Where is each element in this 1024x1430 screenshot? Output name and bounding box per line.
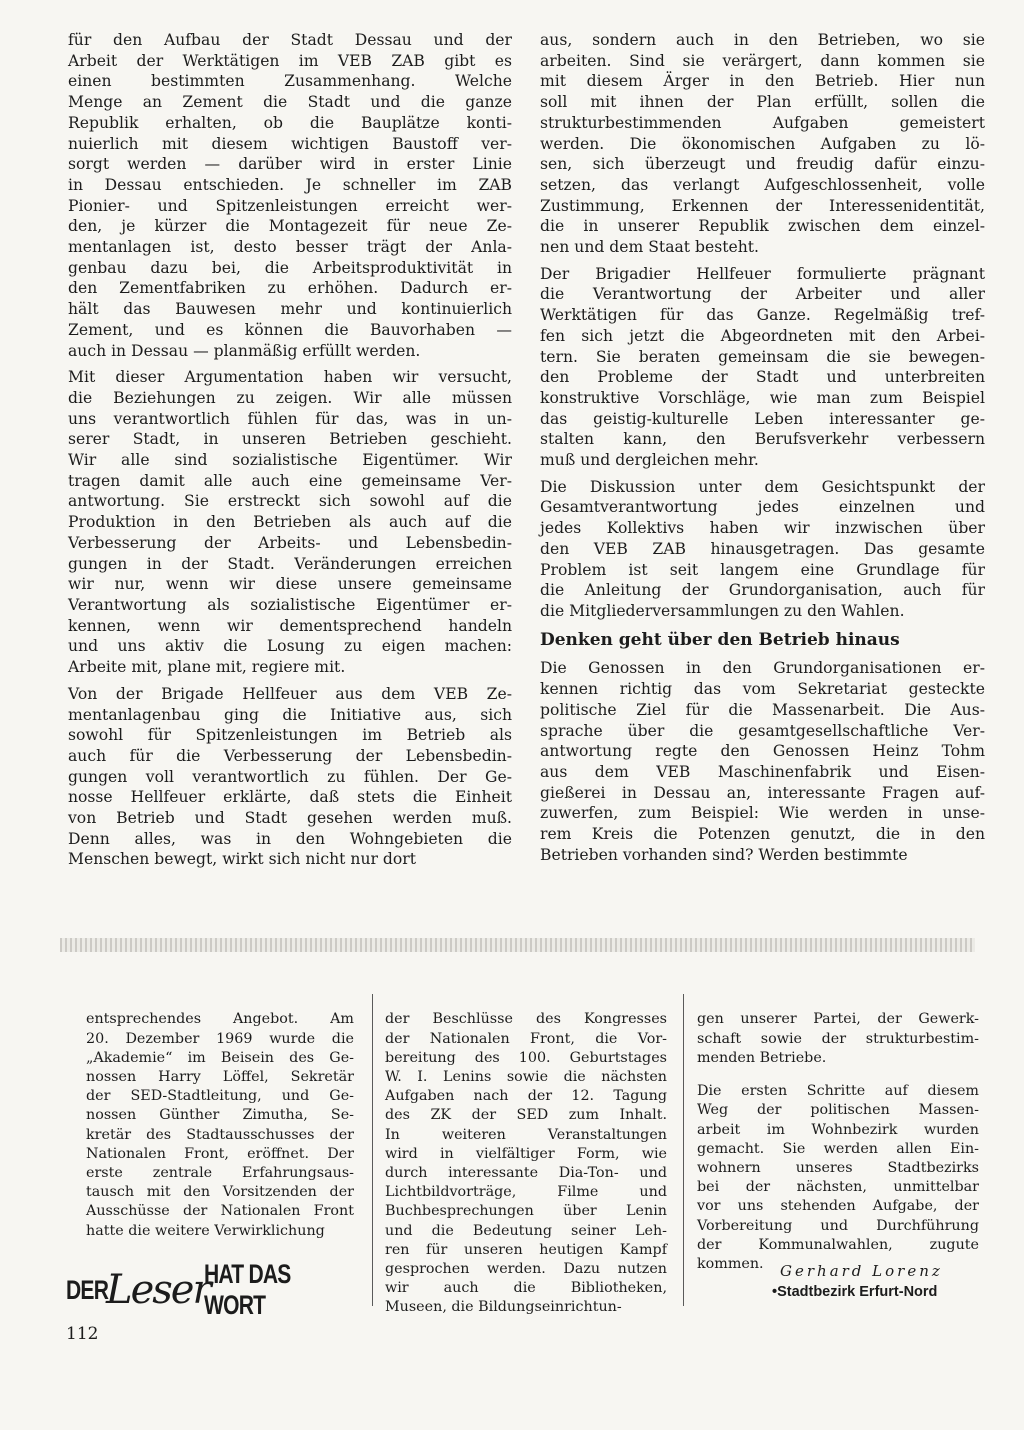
text-line: soll mit ihnen der Plan erfüllt, sollen die [540, 93, 985, 112]
text-line: Vorbereitung und Durchführung [697, 1217, 979, 1234]
text-line: politische Ziel für die Massenarbeit. Die Aus- [540, 700, 985, 719]
article-column-right [540, 30, 985, 871]
text-line: Ausschüsse der Nationalen Front [86, 1203, 354, 1220]
text-line: stalten kann, den Berufsverkehr verbessern [540, 430, 985, 449]
text-line: „Akademie“ im Beisein des Ge- [86, 1049, 354, 1066]
paragraph [697, 1082, 979, 1274]
bottom-column-3 [697, 996, 979, 1289]
text-line: Der Brigadier Hellfeuer formulierte prägnant [540, 264, 985, 283]
column-rule [372, 994, 373, 1306]
text-line: Betrieben vorhanden sind? Werden bestimmte [540, 845, 908, 864]
text-line: serer Stadt, in unseren Betrieben geschieht. [68, 430, 512, 449]
text-line: hält das Bauwesen mehr und kontinuierlich [68, 300, 512, 319]
text-line: mit diesem Ärger in den Betrieb. Hier nun [540, 72, 985, 91]
bottom-column-1 [86, 996, 354, 1255]
text-line: mentanlagen ist, desto besser trägt der Anla- [68, 238, 512, 257]
text-line: Arbeite mit, plane mit, regiere mit. [68, 658, 346, 677]
text-line: sprache über die gesamtgesellschaftliche Ver- [540, 721, 985, 740]
text-line: Werktätigen für das Ganze. Regelmäßig tref- [540, 306, 985, 325]
text-line: den Zementfabriken zu erhöhen. Dadurch er- [68, 279, 512, 298]
text-line: ren für unseren heutigen Kampf [385, 1241, 667, 1258]
text-line: die Anleitung der Grundorganisation, auch für [540, 581, 985, 600]
paragraph [540, 658, 985, 865]
text-line: muß und dergleichen mehr. [540, 451, 759, 470]
text-line: zuwerfen, zum Beispiel: Wie werden in unse- [540, 804, 985, 823]
text-line: erste zentrale Erfahrungsaus- [86, 1164, 354, 1181]
text-line: wohnern unseres Stadtbezirks [697, 1160, 979, 1177]
text-line: menden Betriebe. [697, 1049, 827, 1066]
text-line: gungen in der Stadt. Veränderungen erreichen [68, 554, 512, 573]
text-line: gemacht. Sie werden allen Ein- [697, 1140, 979, 1157]
text-line: der Beschlüsse des Kongresses [385, 1011, 667, 1028]
text-line: auch in Dessau — planmäßig erfüllt werden. [68, 341, 421, 360]
text-line: nossen Harry Löffel, Sekretär [86, 1068, 354, 1085]
text-line: die in unserer Republik zwischen dem einzel- [540, 217, 985, 236]
text-line: antwortung. Sie erstreckt sich sowohl auf die [68, 492, 512, 511]
text-line: Weg der politischen Massen- [697, 1102, 979, 1119]
text-line: strukturbestimmenden Aufgaben gemeistert [540, 113, 985, 132]
text-line: Zement, und es können die Bauvorhaben — [68, 320, 512, 339]
text-line: Die Diskussion unter dem Gesichtspunkt der [540, 477, 985, 496]
logo-leser-script: Leser [106, 1267, 210, 1313]
text-line: nen und dem Staat besteht. [540, 238, 759, 257]
text-line: die Mitgliederversammlungen zu den Wahlen. [540, 601, 905, 620]
text-line: nosse Hellfeuer erklärte, daß stets die Einheit [68, 788, 512, 807]
text-line: gießerei in Dessau an, interessante Fragen auf- [540, 783, 985, 802]
text-line: der Nationalen Front, die Vor- [385, 1030, 667, 1047]
der-leser-hat-das-wort-logo [66, 1259, 356, 1320]
text-line: Pionier- und Spitzenleistungen erreicht wer- [68, 196, 512, 215]
text-line: entsprechendes Angebot. Am [86, 1011, 354, 1028]
author-name: Gerhard Lorenz [780, 1262, 943, 1280]
text-line: die Beziehungen zu zeigen. Wir alle müssen [68, 388, 512, 407]
column-rule [683, 994, 684, 1306]
bottom-column-2 [385, 996, 667, 1332]
text-line: Zustimmung, Erkennen der Interessenidentität, [540, 196, 985, 215]
text-line: den, je kürzer die Montagezeit für neue Ze- [68, 217, 512, 236]
text-line: kretär des Stadtausschusses der [86, 1126, 354, 1143]
text-line: das geistig-kulturelle Leben interessanter ge- [540, 409, 985, 428]
text-line: 20. Dezember 1969 wurde die [86, 1030, 354, 1047]
text-line: Museen, die Bildungseinrichtun- [385, 1299, 622, 1316]
text-line: Die ersten Schritte auf diesem [697, 1083, 979, 1100]
text-line: für den Aufbau der Stadt Dessau und der [68, 31, 512, 49]
text-line: von Betrieb und Stadt gesehen werden muß. [68, 809, 512, 828]
text-line: mentanlagenbau ging die Initiative aus, sich [68, 705, 512, 724]
author-location-text: Stadtbezirk Erfurt-Nord [777, 1284, 938, 1300]
paragraph [540, 477, 985, 622]
text-line: des ZK der SED zum Inhalt. [385, 1107, 667, 1124]
text-line: bei der nächsten, unmittelbar [697, 1179, 979, 1196]
text-line: Lichtbildvorträge, Filme und [385, 1184, 667, 1201]
text-line: durch interessante Dia-Ton- und [385, 1164, 667, 1181]
logo-hat-das-wort: HAT DAS WORT [203, 1259, 291, 1320]
text-line: Republik erhalten, ob die Bauplätze konti- [68, 113, 512, 132]
text-line: aus dem VEB Maschinenfabrik und Eisen- [540, 762, 985, 781]
paragraph [385, 1010, 667, 1317]
text-line: Nationalen Front, eröffnet. Der [86, 1145, 354, 1162]
text-line: Wir alle sind sozialistische Eigentümer. Wir [68, 451, 512, 470]
text-line: Von der Brigade Hellfeuer aus dem VEB Ze- [68, 684, 512, 703]
text-line: Menge an Zement die Stadt und die ganze [68, 93, 512, 112]
text-line: sen, sich überzeugt und freudig dafür einzu- [540, 155, 985, 174]
text-line: wird in vielfältiger Form, wie [385, 1145, 667, 1162]
text-line: gen unserer Partei, der Gewerk- [697, 1011, 979, 1028]
text-line: sowohl für Spitzenleistungen im Betrieb als [68, 726, 512, 745]
text-line: Arbeit der Werktätigen im VEB ZAB gibt es [68, 51, 512, 70]
text-line: in Dessau entschieden. Je schneller im ZAB [68, 175, 512, 194]
text-line: die Verantwortung der Arbeiter und aller [540, 285, 985, 304]
text-line: fen sich jetzt die Abgeordneten mit den Arbei- [540, 326, 985, 345]
text-line: kommen. [697, 1256, 764, 1273]
text-line: vor uns stehenden Aufgabe, der [697, 1198, 979, 1215]
text-line: der SED-Stadtleitung, und Ge- [86, 1088, 354, 1105]
text-line: nuierlich mit diesem wichtigen Baustoff ver- [68, 134, 512, 153]
paragraph [540, 264, 985, 471]
text-line: den Probleme der Stadt und unterbreiten [540, 368, 985, 387]
logo-der: DER [66, 1274, 109, 1305]
page-number: 112 [66, 1324, 99, 1344]
text-line: Produktion in den Betrieben als auch auf die [68, 513, 512, 532]
paragraph [86, 1010, 354, 1240]
text-line: einen bestimmten Zusammenhang. Welche [68, 72, 512, 91]
text-line: konstruktive Vorschläge, wie man zum Beispiel [540, 388, 985, 407]
text-line: arbeit im Wohnbezirk wurden [697, 1121, 979, 1138]
text-line: Menschen bewegt, wirkt sich nicht nur dort [68, 850, 416, 869]
paragraph [68, 367, 512, 678]
text-line: jedes Kollektivs haben wir inzwischen über [540, 519, 985, 538]
text-line: W. I. Lenins sowie die nächsten [385, 1068, 667, 1085]
text-line: Verantwortung als sozialistische Eigentümer er- [68, 595, 512, 614]
text-line: auch für die Verbesserung der Lebensbedin- [68, 746, 512, 765]
text-line: Buchbesprechungen über Lenin [385, 1203, 667, 1220]
text-line: gesprochen werden. Dazu nutzen [385, 1260, 667, 1277]
text-line: den VEB ZAB hinausgetragen. Das gesamte [540, 539, 985, 558]
paragraph [697, 1010, 979, 1068]
text-line: gungen voll verantwortlich zu fühlen. Der Ge- [68, 767, 512, 786]
text-line: In weiteren Veranstaltungen [385, 1126, 667, 1143]
text-line: Denn alles, was in den Wohngebieten die [68, 829, 512, 848]
paragraph [68, 30, 512, 361]
text-line: Verbesserung der Arbeits- und Lebensbedin- [68, 533, 512, 552]
text-line: und uns aktiv die Losung zu eigen machen: [68, 637, 512, 656]
text-line: werden. Die ökonomischen Aufgaben zu lö- [540, 134, 985, 153]
text-line: bereitung des 100. Geburtstages [385, 1049, 667, 1066]
text-line: Problem ist seit langem eine Grundlage für [540, 560, 985, 579]
article-column-left [68, 30, 512, 876]
text-line: hatte die weitere Verwirklichung [86, 1222, 325, 1239]
text-line: rem Kreis die Potenzen genutzt, die in den [540, 825, 985, 844]
text-line: Die Genossen in den Grundorganisationen er- [540, 659, 985, 678]
text-line: uns verantwortlich fühlen für das, was in un- [68, 409, 512, 428]
section-heading: Denken geht über den Betrieb hinaus [540, 629, 900, 650]
text-line: sorgt werden — darüber wird in erster Linie [68, 155, 512, 174]
text-line: tern. Sie beraten gemeinsam die sie bewegen- [540, 347, 985, 366]
text-line: kennen richtig das vom Sekretariat gesteckte [540, 680, 985, 699]
text-line: Gesamtverantwortung jedes einzelnen und [540, 498, 985, 517]
text-line: genbau dazu bei, die Arbeitsproduktivität in [68, 258, 512, 277]
text-line: der Kommunalwahlen, zugute [697, 1236, 979, 1253]
paragraph [540, 30, 985, 258]
paragraph [68, 684, 512, 870]
text-line: und die Bedeutung seiner Leh- [385, 1222, 667, 1239]
text-line: nossen Günther Zimutha, Se- [86, 1107, 354, 1124]
section-divider [60, 938, 975, 952]
text-line: tragen damit alle auch eine gemeinsame Ver- [68, 471, 512, 490]
text-line: tausch mit den Vorsitzenden der [86, 1184, 354, 1201]
text-line: Mit dieser Argumentation haben wir versucht, [68, 368, 512, 387]
text-line: wir auch die Bibliotheken, [385, 1280, 667, 1297]
text-line: setzen, das verlangt Aufgeschlossenheit, volle [540, 175, 985, 194]
text-line: schaft sowie der strukturbestim- [697, 1030, 979, 1047]
text-line: wir nur, wenn wir diese unsere gemeinsame [68, 575, 512, 594]
text-line: antwortung regte den Genossen Heinz Tohm [540, 742, 985, 761]
text-line: arbeiten. Sind sie verärgert, dann kommen sie [540, 51, 985, 70]
author-location: •Stadtbezirk Erfurt-Nord [772, 1284, 938, 1300]
text-line: kennen, wenn wir dementsprechend handeln [68, 616, 512, 635]
text-line: aus, sondern auch in den Betrieben, wo sie [540, 31, 985, 49]
text-line: Aufgaben nach der 12. Tagung [385, 1088, 667, 1105]
